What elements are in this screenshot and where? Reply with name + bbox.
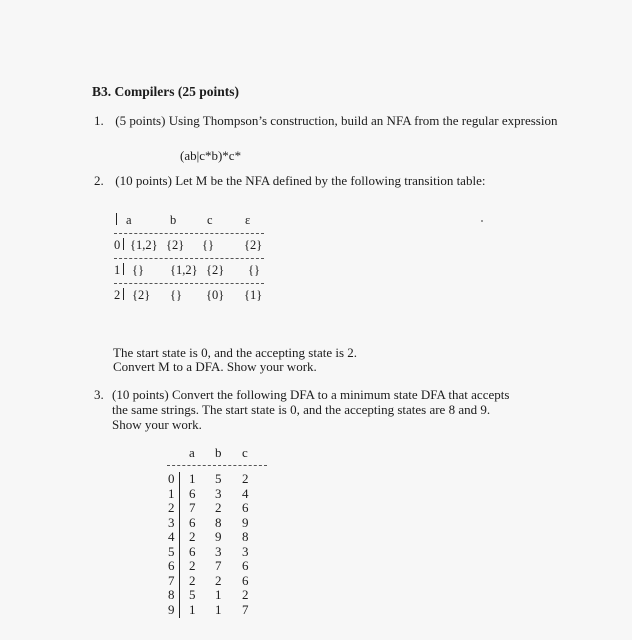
dfa-cell: 7 [215,558,222,573]
dfa-header: c [242,445,248,460]
dfa-cell: 2 [189,572,196,588]
dfa-header: b [215,445,222,460]
dashed-divider [114,258,264,259]
nfa-header: ε [245,213,251,227]
dfa-cell: 2 [242,471,249,486]
question-number: 2. [94,173,104,188]
question-number: 3. [94,387,104,402]
dfa-cell: 2 [215,572,222,588]
question-text: (10 points) Convert the following DFA to a minimum state DFA that accepts the same strings. The start state is 0, and the accepting states are 8 and 9. Show your work. [112,387,510,432]
state-label: 9 [168,601,175,617]
dfa-cell: 7 [189,500,196,515]
dfa-cell: 7 [242,601,249,617]
nfa-cell: {} [132,263,144,277]
dfa-cell: 2 [189,529,196,544]
state-label: 6 [168,558,175,573]
dfa-cell: 9 [242,514,249,530]
question-1 [94,113,557,129]
dfa-cell: 4 [242,485,249,501]
dfa-cell: 8 [242,529,249,544]
dfa-cell: 1 [215,601,222,617]
question-3 [94,387,534,432]
state-label: 2 [114,288,127,303]
nfa-header: b [170,213,177,227]
state-label: 5 [168,543,175,559]
dfa-cell: 8 [215,514,222,530]
nfa-transition-table [114,211,264,306]
state-label: 3 [168,514,175,530]
dfa-cell: 6 [242,500,249,515]
dfa-cell: 9 [215,529,222,544]
dfa-cell: 3 [215,543,222,559]
nfa-cell: {} [202,238,214,252]
nfa-row [114,261,264,281]
dfa-cell: 3 [215,485,222,501]
dfa-cell: 1 [189,471,196,486]
regular-expression: (ab|c*b)*c* [180,148,242,163]
nfa-row [114,286,264,306]
dfa-header: a [189,445,195,460]
dfa-row [167,471,267,486]
nfa-cell: {1,2} [170,263,198,277]
dfa-row [167,500,267,515]
state-label: 0 [168,471,175,486]
state-label: 8 [168,587,175,602]
state-label: 0 [114,238,127,253]
convert-instruction: Convert M to a DFA. Show your work. [113,359,317,374]
scan-speck [481,220,483,222]
dfa-row [167,602,267,617]
nfa-header-row [114,211,264,231]
dashed-divider [114,283,264,284]
dfa-cell: 3 [242,543,249,559]
dfa-cell: 5 [189,587,196,602]
dfa-body [167,471,267,616]
dfa-row [167,573,267,588]
nfa-cell: {2} [244,238,263,252]
dfa-header-row [167,445,267,461]
dfa-cell: 2 [242,587,249,602]
nfa-cell: {} [170,288,182,302]
state-label: 1 [114,263,127,278]
nfa-cell: {2} [206,263,225,277]
dfa-cell: 1 [189,601,196,617]
nfa-cell: {} [248,263,260,277]
state-label: 4 [168,529,175,544]
start-state-statement: The start state is 0, and the accepting state is 2. [113,345,358,360]
dashed-divider [167,465,267,466]
dfa-cell: 5 [215,471,222,486]
nfa-header: a [126,213,132,227]
dfa-cell: 2 [189,558,196,573]
question-2 [94,173,485,189]
nfa-cell: {2} [132,288,151,302]
dfa-row [167,486,267,501]
question-number: 1. [94,113,104,128]
nfa-header: c [207,213,213,227]
state-label: 7 [168,572,175,588]
dfa-cell: 6 [242,558,249,573]
dfa-cell: 2 [215,500,222,515]
dfa-row [167,558,267,573]
nfa-cell: {2} [166,238,185,252]
nfa-cell: {0} [206,288,225,302]
dfa-transition-table [167,445,267,616]
dfa-row [167,529,267,544]
dfa-row [167,544,267,559]
state-label: 2 [168,500,175,515]
section-title: B3. Compilers (25 points) [92,84,240,99]
dfa-row [167,515,267,530]
nfa-row [114,236,264,256]
question-text: (5 points) Using Thompson’s construction, build an NFA from the regular expression [115,113,558,128]
question-text: (10 points) Let M be the NFA defined by the following transition table: [115,173,486,188]
dfa-cell: 6 [242,572,249,588]
dfa-row [167,587,267,602]
dfa-cell: 1 [215,587,222,602]
dfa-cell: 6 [189,543,196,559]
dashed-divider [114,233,264,234]
nfa-cell: {1,2} [130,238,158,252]
dfa-cell: 6 [189,485,196,501]
header-divider [114,213,120,228]
state-label: 1 [168,485,175,501]
dfa-cell: 6 [189,514,196,530]
nfa-cell: {1} [244,288,263,302]
